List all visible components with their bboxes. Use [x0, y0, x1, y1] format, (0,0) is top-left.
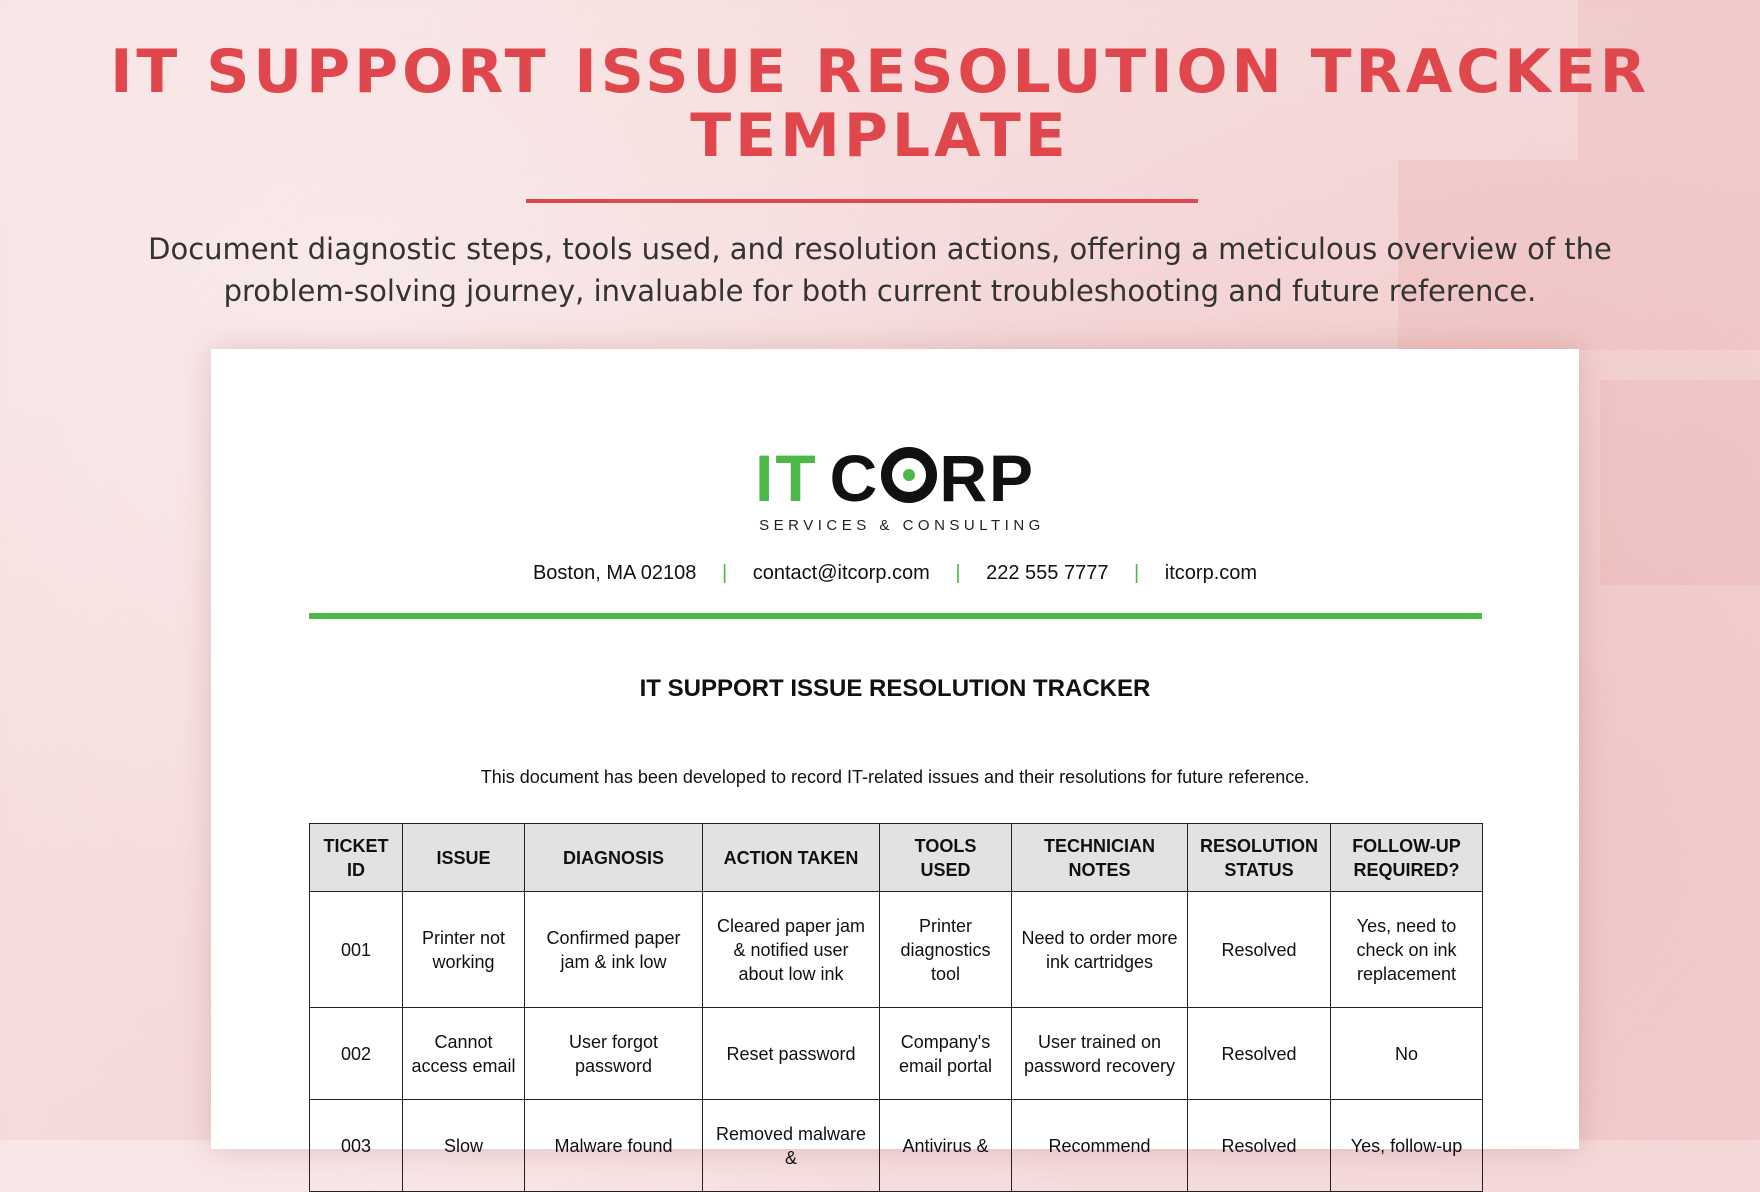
table-header-row [310, 824, 1483, 892]
document-intro: This document has been developed to record IT-related issues and their resolutions for future reference. [480, 767, 1310, 787]
table-cell: Resolved [1188, 1100, 1331, 1192]
table-cell: Malware found [525, 1100, 703, 1192]
contact-line [211, 562, 1579, 585]
contact-separator: | [721, 562, 728, 584]
contact-address: Boston, MA 02108 [532, 562, 697, 584]
table-cell: Cleared paper jam & notified user about low ink [703, 892, 880, 1008]
logo-it-text: IT [754, 441, 818, 515]
page-title-line1: IT SUPPORT ISSUE RESOLUTION TRACKER [110, 37, 1650, 107]
table-cell: Reset password [703, 1008, 880, 1100]
contact-separator: | [1134, 562, 1140, 584]
logo-corp-rp: RP [939, 441, 1035, 515]
logo-corp-c: C [829, 441, 880, 515]
subtitle-line2: problem-solving journey, invaluable for both current troubleshooting and future reference. [223, 274, 1537, 308]
logo-dot-icon [903, 469, 915, 481]
page-subtitle [100, 228, 1660, 312]
table-cell: Resolved [1188, 1008, 1331, 1100]
table-cell: Printer not working [403, 892, 525, 1008]
logo-tagline: SERVICES & CONSULTING [759, 517, 1045, 534]
table-cell: 001 [310, 892, 403, 1008]
column-header: ISSUE [403, 824, 525, 892]
table-cell: User forgot password [525, 1008, 703, 1100]
column-header: ACTION TAKEN [703, 824, 880, 892]
table-cell: Confirmed paper jam & ink low [525, 892, 703, 1008]
subtitle-line1: Document diagnostic steps, tools used, and resolution actions, offering a meticulous overview of the [148, 232, 1612, 266]
column-header: FOLLOW-UP REQUIRED? [1331, 824, 1483, 892]
table-row [310, 1100, 1483, 1192]
table-cell: Printer diagnostics tool [880, 892, 1012, 1008]
table-cell: Removed malware & [703, 1100, 880, 1192]
document-preview [211, 349, 1579, 1168]
logo-o-icon [881, 447, 937, 503]
company-logo [211, 441, 1579, 534]
column-header: TICKET ID [310, 824, 403, 892]
title-divider [526, 199, 1198, 203]
page-title [0, 37, 1760, 171]
contact-website: itcorp.com [1164, 562, 1258, 584]
column-header: DIAGNOSIS [525, 824, 703, 892]
table-cell: 002 [310, 1008, 403, 1100]
table-cell: Slow [403, 1100, 525, 1192]
table-cell: Resolved [1188, 892, 1331, 1008]
document-title: IT SUPPORT ISSUE RESOLUTION TRACKER [639, 675, 1151, 702]
page-title-line2: TEMPLATE [690, 101, 1070, 171]
resolution-table [309, 823, 1483, 1192]
table-row [310, 1008, 1483, 1100]
table-cell: Cannot access email [403, 1008, 525, 1100]
column-header: TECHNICIAN NOTES [1012, 824, 1188, 892]
contact-phone: 222 555 7777 [986, 562, 1109, 584]
table-cell: 003 [310, 1100, 403, 1192]
column-header: RESOLUTION STATUS [1188, 824, 1331, 892]
header-divider [309, 613, 1482, 619]
table-cell: Yes, follow-up [1331, 1100, 1483, 1192]
table-cell: No [1331, 1008, 1483, 1100]
table-cell: User trained on password recovery [1012, 1008, 1188, 1100]
background-decor [1600, 380, 1760, 585]
table-row [310, 892, 1483, 1008]
table-cell: Need to order more ink cartridges [1012, 892, 1188, 1008]
contact-email: contact@itcorp.com [752, 562, 930, 584]
table-cell: Antivirus & [880, 1100, 1012, 1192]
table-cell: Company's email portal [880, 1008, 1012, 1100]
table-cell: Yes, need to check on ink replacement [1331, 892, 1483, 1008]
logo-wordmark [754, 441, 1035, 515]
column-header: TOOLS USED [880, 824, 1012, 892]
contact-separator: | [955, 562, 961, 584]
table-cell: Recommend [1012, 1100, 1188, 1192]
